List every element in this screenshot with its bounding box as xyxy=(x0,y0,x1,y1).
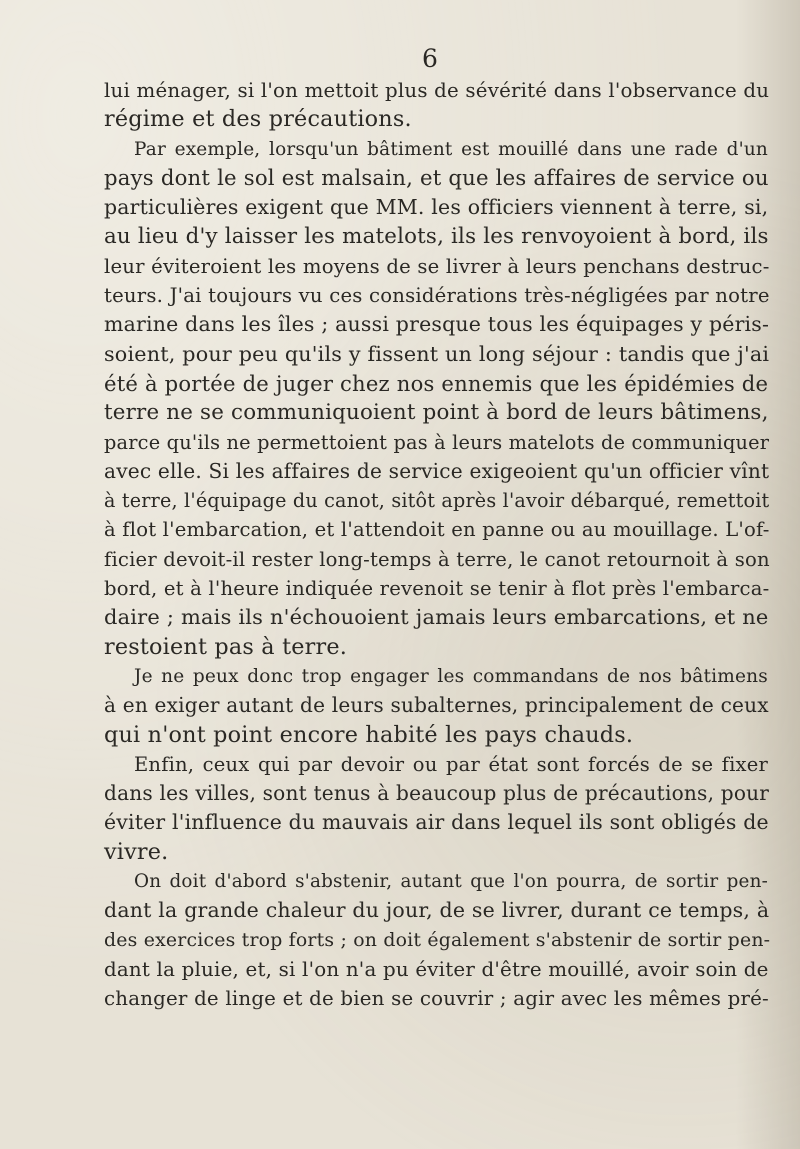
text-line: parce qu'ils ne permettoient pas à leurs matelots de communiquer xyxy=(104,430,770,454)
text-line: été à portée de juger chez nos ennemis que les épidémies de xyxy=(104,370,769,396)
text-line: dant la pluie, et, si l'on n'a pu éviter d'être mouillé, avoir soin de xyxy=(104,957,769,981)
text-line: bord, et à l'heure indiquée revenoit se tenir à flot près l'embarca- xyxy=(104,577,770,601)
paragraph-1 xyxy=(104,76,768,135)
page-number: 6 xyxy=(422,44,438,73)
text-line: avec elle. Si les affaires de service exigeoient qu'un officier vînt xyxy=(104,458,770,483)
paragraph-2 xyxy=(104,135,768,662)
paragraph-4 xyxy=(104,750,768,867)
paragraph-5 xyxy=(104,867,771,1013)
text-line: dans les villes, sont tenus à beaucoup plus de précautions, pour xyxy=(104,781,770,806)
text-line: ficier devoit-il rester long-temps à terre, le canot retournoit à son xyxy=(104,547,770,571)
text-line: régime et des précautions. xyxy=(104,106,412,133)
text-line: Enfin, ceux qui par devoir ou par état sont forcés de se fixer xyxy=(134,752,768,776)
text-line: dant la grande chaleur du jour, de se livrer, durant ce temps, à xyxy=(104,898,770,923)
text-line: à flot l'embarcation, et l'attendoit en panne ou au mouillage. L'of- xyxy=(104,518,770,542)
text-line: au lieu d'y laisser les matelots, ils les renvoyoient à bord, ils xyxy=(104,224,769,250)
text-line: terre ne se communiquoient point à bord de leurs bâtimens, xyxy=(104,400,769,426)
text-line: leur éviteroient les moyens de se livrer à leurs penchans destruc- xyxy=(104,254,770,278)
text-line: vivre. xyxy=(104,838,169,865)
text-line: lui ménager, si l'on mettoit plus de sévérité dans l'observance du xyxy=(104,79,770,102)
text-line: soient, pour peu qu'ils y fissent un long séjour : tandis que j'ai xyxy=(104,341,770,366)
text-line: pays dont le sol est malsain, et que les affaires de service ou xyxy=(104,165,769,191)
text-line: éviter l'influence du mauvais air dans lequel ils sont obligés de xyxy=(104,810,769,835)
text-line: restoient pas à terre. xyxy=(104,633,348,660)
text-line: teurs. J'ai toujours vu ces considérations très-négligées par notre xyxy=(104,284,770,308)
text-line: à en exiger autant de leurs subalternes, principalement de ceux xyxy=(104,693,769,718)
paragraph-3 xyxy=(104,662,768,750)
text-line: Je ne peux donc trop engager les commandans de nos bâtimens xyxy=(134,665,768,687)
text-line: des exercices trop forts ; on doit également s'abstenir de sortir pen- xyxy=(104,928,771,951)
text-line: particulières exigent que MM. les officiers viennent à terre, si, xyxy=(104,195,769,220)
text-line: changer de linge et de bien se couvrir ; agir avec les mêmes pré- xyxy=(104,987,769,1011)
body-text xyxy=(104,76,771,1014)
text-line: Par exemple, lorsqu'un bâtiment est mouillé dans une rade d'un xyxy=(134,138,768,160)
text-line: marine dans les îles ; aussi presque tous les équipages y péris- xyxy=(104,312,770,337)
text-line: qui n'ont point encore habité les pays chauds. xyxy=(104,721,634,748)
text-line: On doit d'abord s'abstenir, autant que l'on pourra, de sortir pen- xyxy=(134,871,768,893)
text-line: à terre, l'équipage du canot, sitôt après l'avoir débarqué, remettoit xyxy=(104,489,770,513)
text-line: daire ; mais ils n'échouoient jamais leurs embarcations, et ne xyxy=(104,605,769,630)
